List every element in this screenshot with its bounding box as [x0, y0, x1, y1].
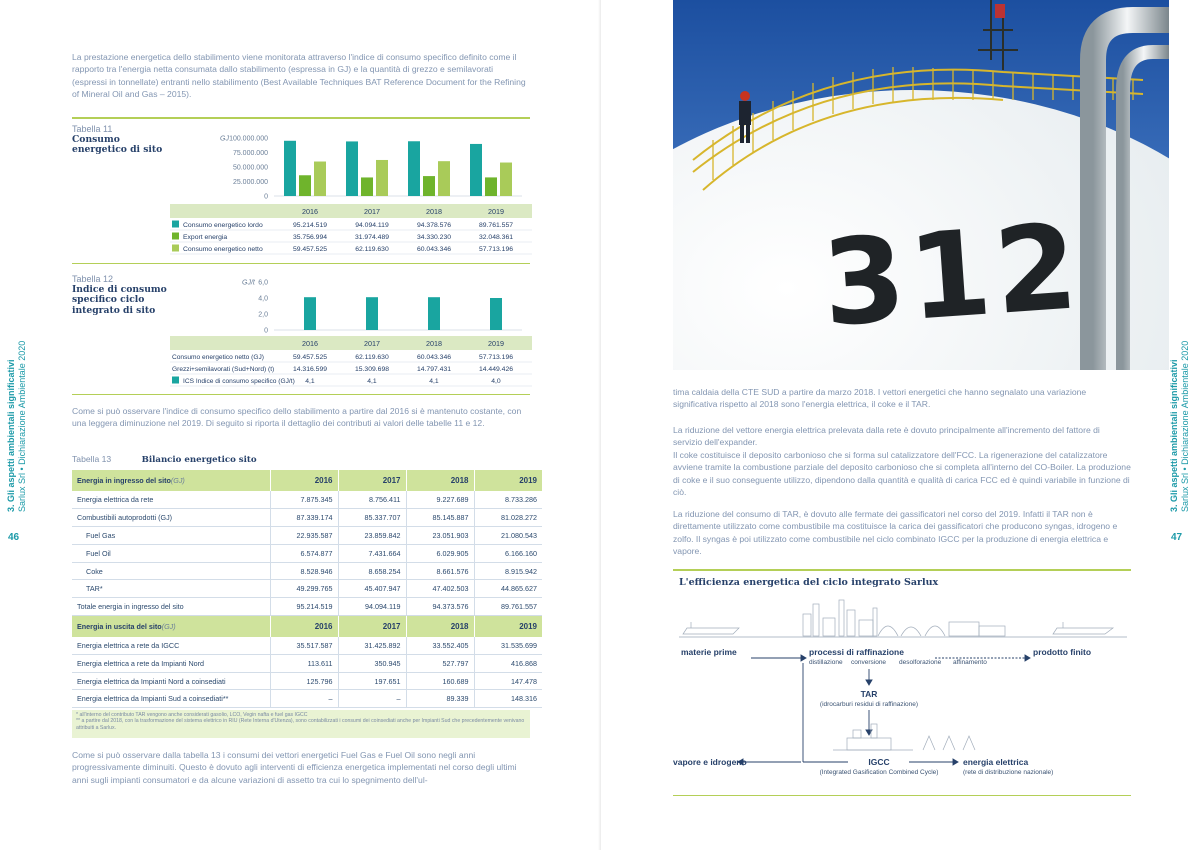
table13: [72, 470, 542, 708]
energia-sublabel: (rete di distribuzione nazionale): [963, 769, 1054, 776]
footnote: ** a partire dal 2018, con la trasformazione del sistema elettrico in RIU (Rete Interna d'Utenza), sono contabilizzati i consumi dei coinsediati anche per Impianti Sud che precedentemente venivano attribuiti a Sarlux.: [76, 718, 525, 731]
cell-value: 60.043.346: [416, 246, 452, 253]
cell-value: 60.043.346: [416, 354, 452, 361]
cell-value: 8.658.254: [338, 562, 406, 580]
row-label: Energia elettrica a rete da IGCC: [72, 637, 270, 655]
cell-value: 23.051.903: [406, 527, 474, 545]
process-step: affinamento: [953, 659, 987, 666]
bar: [299, 175, 311, 196]
processi-label: processi di raffinazione: [809, 647, 904, 657]
cell-value: 197.651: [338, 672, 406, 690]
cell-value: –: [338, 690, 406, 708]
table13-caption: [72, 454, 257, 465]
row-label: TAR*: [72, 580, 270, 598]
row-label: Totale energia in ingresso del sito: [72, 598, 270, 616]
ship-icon: [1053, 622, 1113, 634]
table-row: [72, 672, 542, 690]
y-tick-label: 100.000.000: [229, 135, 268, 143]
bar: [408, 141, 420, 196]
tar-sublabel: (idrocarburi residui di raffinazione): [819, 701, 919, 708]
igcc-plant-icon: [833, 724, 975, 750]
publication-title: Sarlux Srl • Dichiarazione Ambientale 2020: [17, 340, 27, 512]
cell-value: 44.865.627: [474, 580, 542, 598]
cell-value: 32.048.361: [478, 234, 514, 241]
legend-swatch: [172, 233, 179, 240]
bar: [346, 141, 358, 196]
cell-value: 7.875.345: [270, 491, 338, 509]
divider: [72, 394, 530, 395]
paragraph: La riduzione del vettore energia elettrica prelevata dalla rete è dovuto principalmente all'incremento del fattore di servizio dell'expander.: [673, 425, 1100, 448]
bar: [438, 161, 450, 196]
legend-swatch: [172, 377, 179, 384]
row-label: Fuel Gas: [72, 527, 270, 545]
cell-value: 94.094.119: [338, 598, 406, 616]
process-step: distillazione: [809, 659, 843, 666]
cell-value: 8.733.286: [474, 491, 542, 509]
y-tick-label: 0: [264, 193, 268, 201]
table-row: [72, 690, 542, 708]
cell-value: 31.535.699: [474, 637, 542, 655]
year-header: 2019: [488, 207, 504, 216]
row-label: Combustibili autoprodotti (GJ): [72, 509, 270, 527]
row-label: Energia elettrica da Impianti Sud a coinsediati**: [72, 690, 270, 708]
cell-value: 95.214.519: [292, 222, 328, 229]
cell-value: 94.378.576: [416, 222, 452, 229]
cell-value: 22.935.587: [270, 527, 338, 545]
cell-value: 8.661.576: [406, 562, 474, 580]
cell-value: 4,1: [305, 378, 315, 385]
cell-value: 8.756.411: [338, 491, 406, 509]
table-row: [72, 509, 542, 527]
cell-value: 4,1: [367, 378, 377, 385]
row-label: Consumo energetico netto (GJ): [172, 354, 264, 361]
bar: [304, 297, 316, 330]
bar: [284, 141, 296, 196]
table-row: [72, 562, 542, 580]
cell-value: 85.145.887: [406, 509, 474, 527]
diagram-title: L'efficienza energetica del ciclo integrato Sarlux: [679, 577, 939, 588]
cell-value: 14.316.599: [292, 366, 328, 373]
table-header-row: [72, 470, 542, 491]
year-header: 2019: [474, 616, 542, 637]
cell-value: 35.517.587: [270, 637, 338, 655]
cell-value: 147.478: [474, 672, 542, 690]
year-header: 2016: [302, 207, 318, 216]
year-header: 2019: [488, 339, 504, 348]
prodotto-finito-label: prodotto finito: [1033, 647, 1092, 657]
cell-value: 527.797: [406, 654, 474, 672]
cell-value: 31.974.489: [354, 234, 390, 241]
table-row: [72, 491, 542, 509]
row-label: ICS Indice di consumo specifico (GJ/t): [183, 378, 295, 385]
row-label: Export energia: [183, 234, 228, 241]
cell-value: 21.080.543: [474, 527, 542, 545]
bar: [428, 297, 440, 330]
table13-label: Tabella 13: [72, 454, 112, 464]
row-label: Fuel Oil: [72, 544, 270, 562]
paragraph: La riduzione del consumo di TAR, è dovuto alle fermate dei gassificatori nel corso del 2019. Infatti il TAR non è direttamente utilizzato come combustibile ma costituisce la carica dei gassificatori che producono syngas, idrogeno e zolfo. Il syngas è poi utilizzato come combustibile nel ciclo combinato IGCC per la produzione di energia elettrica e vapore.: [673, 509, 1118, 556]
cell-value: 4,0: [491, 378, 501, 385]
process-step: conversione: [851, 659, 887, 666]
divider: [72, 263, 530, 264]
table-row: [72, 598, 542, 616]
year-header: 2016: [270, 616, 338, 637]
bar: [314, 162, 326, 196]
cell-value: 15.309.698: [354, 366, 390, 373]
cell-value: 89.761.557: [478, 222, 514, 229]
cell-value: 87.339.174: [270, 509, 338, 527]
page-number: 47: [1171, 532, 1183, 543]
cell-value: 89.339: [406, 690, 474, 708]
cell-value: 14.797.431: [416, 366, 452, 373]
cell-value: 416.868: [474, 654, 542, 672]
cell-value: 23.859.842: [338, 527, 406, 545]
table12-title: Indice di consumo specifico ciclo integrato di sito: [72, 283, 167, 316]
row-label: Energia elettrica a rete da Impianti Nord: [72, 654, 270, 672]
bar: [366, 297, 378, 330]
bar: [361, 177, 373, 196]
cell-value: 125.796: [270, 672, 338, 690]
cell-value: 7.431.664: [338, 544, 406, 562]
section-header: Energia in uscita del sito(GJ): [72, 616, 270, 637]
cell-value: 350.945: [338, 654, 406, 672]
chapter-title: 3. Gli aspetti ambientali significativi: [1169, 359, 1179, 512]
bar: [485, 177, 497, 196]
cell-value: 6.029.905: [406, 544, 474, 562]
divider: [673, 795, 1131, 796]
cell-value: 31.425.892: [338, 637, 406, 655]
table12-caption: [72, 274, 172, 316]
table11-caption: [72, 124, 172, 156]
y-tick-label: 6,0: [258, 279, 268, 287]
bar: [500, 163, 512, 196]
year-header: 2016: [302, 339, 318, 348]
year-header: 2016: [270, 470, 338, 491]
paragraph: Il coke costituisce il deposito carbonioso che si forma sul catalizzatore dell'FCC. La rigenerazione del catalizzatore avviene tramite la combustione parziale del deposito carbonioso che si completa all'interno del CO-Boiler. La produzione di coke e il suo conseguente utilizzo, dipendono dalla quantità e qualità di carica FCC ed è quindi variabile in funzione di ciò.: [673, 450, 1131, 497]
cell-value: 9.227.689: [406, 491, 474, 509]
energy-cycle-diagram: [673, 592, 1133, 792]
cell-value: 113.611: [270, 654, 338, 672]
table12-chart: [170, 274, 532, 390]
table13-title: Bilancio energetico sito: [141, 455, 257, 465]
table11-chart: [170, 124, 532, 260]
cell-value: –: [270, 690, 338, 708]
row-label: Energia elettrica da Impianti Nord a coinsediati: [72, 672, 270, 690]
y-tick-label: 75.000.000: [232, 150, 268, 157]
cell-value: 47.402.503: [406, 580, 474, 598]
year-header: 2018: [406, 616, 474, 637]
mid-paragraph: Come si può osservare l'indice di consumo specifico dello stabilimento a partire dal 2016 si è mantenuto costante, con una leggera diminuzione nel 2019. Di seguito si riporta il dettaglio dei contributi ai valori delle tabelle 11 e 12.: [72, 406, 522, 429]
cell-value: 57.713.196: [478, 246, 514, 253]
publication-title: Sarlux Srl • Dichiarazione Ambientale 2020: [1180, 340, 1190, 512]
y-tick-label: 0: [264, 327, 268, 335]
unit-label: GJ/t: [242, 279, 255, 287]
cell-value: 160.689: [406, 672, 474, 690]
row-label: Coke: [72, 562, 270, 580]
y-tick-label: 2,0: [258, 311, 268, 319]
cell-value: 62.119.630: [355, 246, 389, 253]
cell-value: 49.299.765: [270, 580, 338, 598]
cell-value: 59.457.525: [292, 246, 328, 253]
closing-paragraph: Come si può osservare dalla tabella 13 i consumi dei vettori energetici Fuel Gas e Fuel Oil sono negli anni progressivamente diminuiti. Questo è dovuto agli interventi di efficienza energetica implementati nel corso degli ultimi anni sugli impianti consumatori e da alcune variazioni di assetto tra cui lo spegnimento dell'ul-: [72, 750, 517, 785]
table-row: [72, 654, 542, 672]
y-tick-label: 50.000.000: [232, 164, 268, 172]
y-tick-label: 25.000.000: [232, 179, 268, 186]
bar: [490, 298, 502, 330]
cell-value: 94.373.576: [406, 598, 474, 616]
table-row: [72, 544, 542, 562]
unit-label: GJ: [220, 135, 229, 143]
table-row: [72, 527, 542, 545]
row-label: Energia elettrica da rete: [72, 491, 270, 509]
table11-title: Consumo energetico di sito: [72, 133, 163, 155]
tank-number: 312: [818, 197, 1086, 353]
divider: [72, 117, 530, 119]
cell-value: 4,1: [429, 378, 439, 385]
table-row: [72, 637, 542, 655]
row-label: Grezzi+semilavorati (Sud+Nord) (t): [172, 366, 275, 373]
cell-value: 94.094.119: [355, 222, 389, 229]
cell-value: 6.166.160: [474, 544, 542, 562]
process-step: desolforazione: [899, 659, 942, 666]
cell-value: 6.574.877: [270, 544, 338, 562]
row-label: Consumo energetico netto: [183, 246, 263, 253]
bar: [376, 160, 388, 196]
cell-value: 35.756.994: [292, 234, 328, 241]
year-header: 2017: [338, 470, 406, 491]
table12-label: Tabella 12: [72, 274, 114, 284]
tar-label: TAR: [860, 689, 878, 699]
year-header: 2018: [406, 470, 474, 491]
year-header: 2017: [338, 616, 406, 637]
year-header: 2018: [426, 339, 442, 348]
energia-label: energia elettrica: [963, 757, 1029, 767]
refinery-tank-photo: [673, 0, 1169, 370]
paragraph: tima caldaia della CTE SUD a partire da marzo 2018. I vettori energetici che hanno segnalato una variazione significativa rispetto al 2018 sono l'energia elettrica, il coke e il TAR.: [673, 387, 1087, 410]
page-number: 46: [8, 532, 20, 543]
cell-value: 57.713.196: [478, 354, 514, 361]
cell-value: 14.449.426: [478, 366, 514, 373]
bar: [470, 144, 482, 196]
table-header-row: [72, 616, 542, 637]
cell-value: 8.915.942: [474, 562, 542, 580]
y-tick-label: 4,0: [258, 295, 268, 303]
cell-value: 34.330.230: [416, 234, 452, 241]
divider: [673, 569, 1131, 571]
cell-value: 62.119.630: [355, 354, 389, 361]
table-row: [72, 580, 542, 598]
refinery-icon: [803, 600, 1005, 636]
materie-prime-label: materie prime: [681, 647, 737, 657]
igcc-sublabel: (Integrated Gasification Combined Cycle): [819, 769, 939, 776]
cell-value: 8.528.946: [270, 562, 338, 580]
year-header: 2017: [364, 339, 380, 348]
vapore-label: vapore e idrogeno: [673, 757, 747, 767]
year-header: 2018: [426, 207, 442, 216]
table13-footnotes: [72, 710, 530, 738]
cell-value: 59.457.525: [292, 354, 328, 361]
row-label: Consumo energetico lordo: [183, 222, 263, 229]
cell-value: 95.214.519: [270, 598, 338, 616]
ship-icon: [683, 622, 739, 634]
year-header: 2019: [474, 470, 542, 491]
legend-swatch: [172, 245, 179, 252]
igcc-label: IGCC: [868, 757, 890, 767]
legend-swatch: [172, 221, 179, 228]
footnote: * all'interno del contributo TAR vengono anche considerati gasolio, LCO, Vegin nafta e fuel gas IGCC: [76, 712, 308, 718]
cell-value: 45.407.947: [338, 580, 406, 598]
chapter-title: 3. Gli aspetti ambientali significativi: [6, 359, 16, 512]
year-header: 2017: [364, 207, 380, 216]
table11-label: Tabella 11: [72, 124, 113, 134]
cell-value: 85.337.707: [338, 509, 406, 527]
right-page: [601, 0, 1202, 850]
cell-value: 148.316: [474, 690, 542, 708]
cell-value: 81.028.272: [474, 509, 542, 527]
bar: [423, 176, 435, 196]
intro-paragraph: La prestazione energetica dello stabilimento viene monitorata attraverso l'indice di consumo specifico definito come il rapporto tra l'energia netta consumata dallo stabilimento (espressa in GJ) e la quantità di grezzo e semilavorati (espressi in tonnellate) entranti nello stabilimento (Best Available Techniques BAT Reference Document for the Refining of Mineral Oil and Gas – 2015).: [72, 52, 526, 99]
section-header: Energia in ingresso del sito(GJ): [72, 470, 270, 491]
cell-value: 33.552.405: [406, 637, 474, 655]
cell-value: 89.761.557: [474, 598, 542, 616]
